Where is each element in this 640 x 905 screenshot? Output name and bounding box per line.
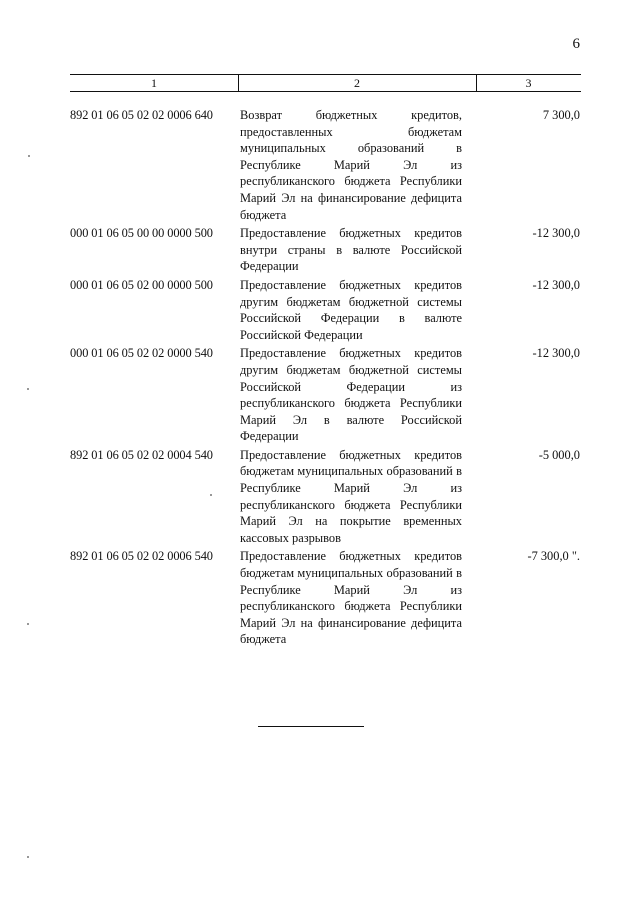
- table-row: [70, 447, 590, 547]
- scan-speck: [27, 856, 29, 858]
- budget-code: 892 01 06 05 02 02 0006 640: [70, 108, 213, 122]
- row-amount: -12 300,0: [532, 346, 580, 361]
- table-row: [70, 548, 590, 648]
- header-col-3: 3: [525, 76, 532, 90]
- row-description: Предоставление бюджетных кредитов другим бюджетам бюджетной системы Российской Федерации из республиканского бюджета Республики Марий Эл в валюте Российской Федерации: [240, 346, 462, 444]
- row-amount: -12 300,0: [532, 277, 580, 292]
- budget-code: 892 01 06 05 02 02 0004 540: [70, 447, 213, 462]
- table-row: [70, 277, 590, 343]
- row-amount: 7 300,0: [542, 108, 580, 122]
- table-body: [70, 107, 590, 650]
- row-description: Предоставление бюджетных кредитов бюджетам муниципальных образований в Республике Марий Эл из республиканского бюджета Республики Марий Эл на покрытие временных кассовых разрывов: [240, 447, 462, 545]
- budget-code: 000 01 06 05 02 00 0000 500: [70, 277, 213, 292]
- row-description: Возврат бюджетных кредитов, предоставленных бюджетам муниципальных образований в Республике Марий Эл из республиканского бюджета Республики Марий Эл на финансирование дефицита бюджета: [240, 108, 462, 222]
- end-rule: [258, 726, 364, 727]
- row-description: Предоставление бюджетных кредитов другим бюджетам бюджетной системы Российской Федерации в валюте Российской Федерации: [240, 277, 462, 342]
- page-number: 6: [572, 36, 580, 52]
- budget-code: 000 01 06 05 02 02 0000 540: [70, 346, 213, 361]
- table-header: [70, 74, 581, 92]
- scan-speck: [210, 494, 212, 496]
- row-amount: -7 300,0 ".: [527, 549, 580, 564]
- header-col-2: 2: [238, 75, 477, 91]
- budget-code: 000 01 06 05 00 00 0000 500: [70, 226, 213, 241]
- scan-speck: [27, 388, 29, 390]
- budget-code: 892 01 06 05 02 02 0006 540: [70, 549, 213, 564]
- scan-speck: [27, 623, 29, 625]
- header-col-1: 1: [70, 75, 239, 91]
- table-row: [70, 345, 590, 445]
- row-amount: -5 000,0: [538, 447, 580, 462]
- scan-speck: [28, 155, 30, 157]
- row-description: Предоставление бюджетных кредитов бюджетам муниципальных образований в Республике Марий Эл из республиканского бюджета Республики Марий Эл на финансирование дефицита бюджета: [240, 549, 462, 647]
- table-row: [70, 107, 590, 223]
- row-amount: -12 300,0: [532, 226, 580, 241]
- row-description: Предоставление бюджетных кредитов внутри страны в валюте Российской Федерации: [240, 226, 462, 274]
- table-row: [70, 225, 590, 275]
